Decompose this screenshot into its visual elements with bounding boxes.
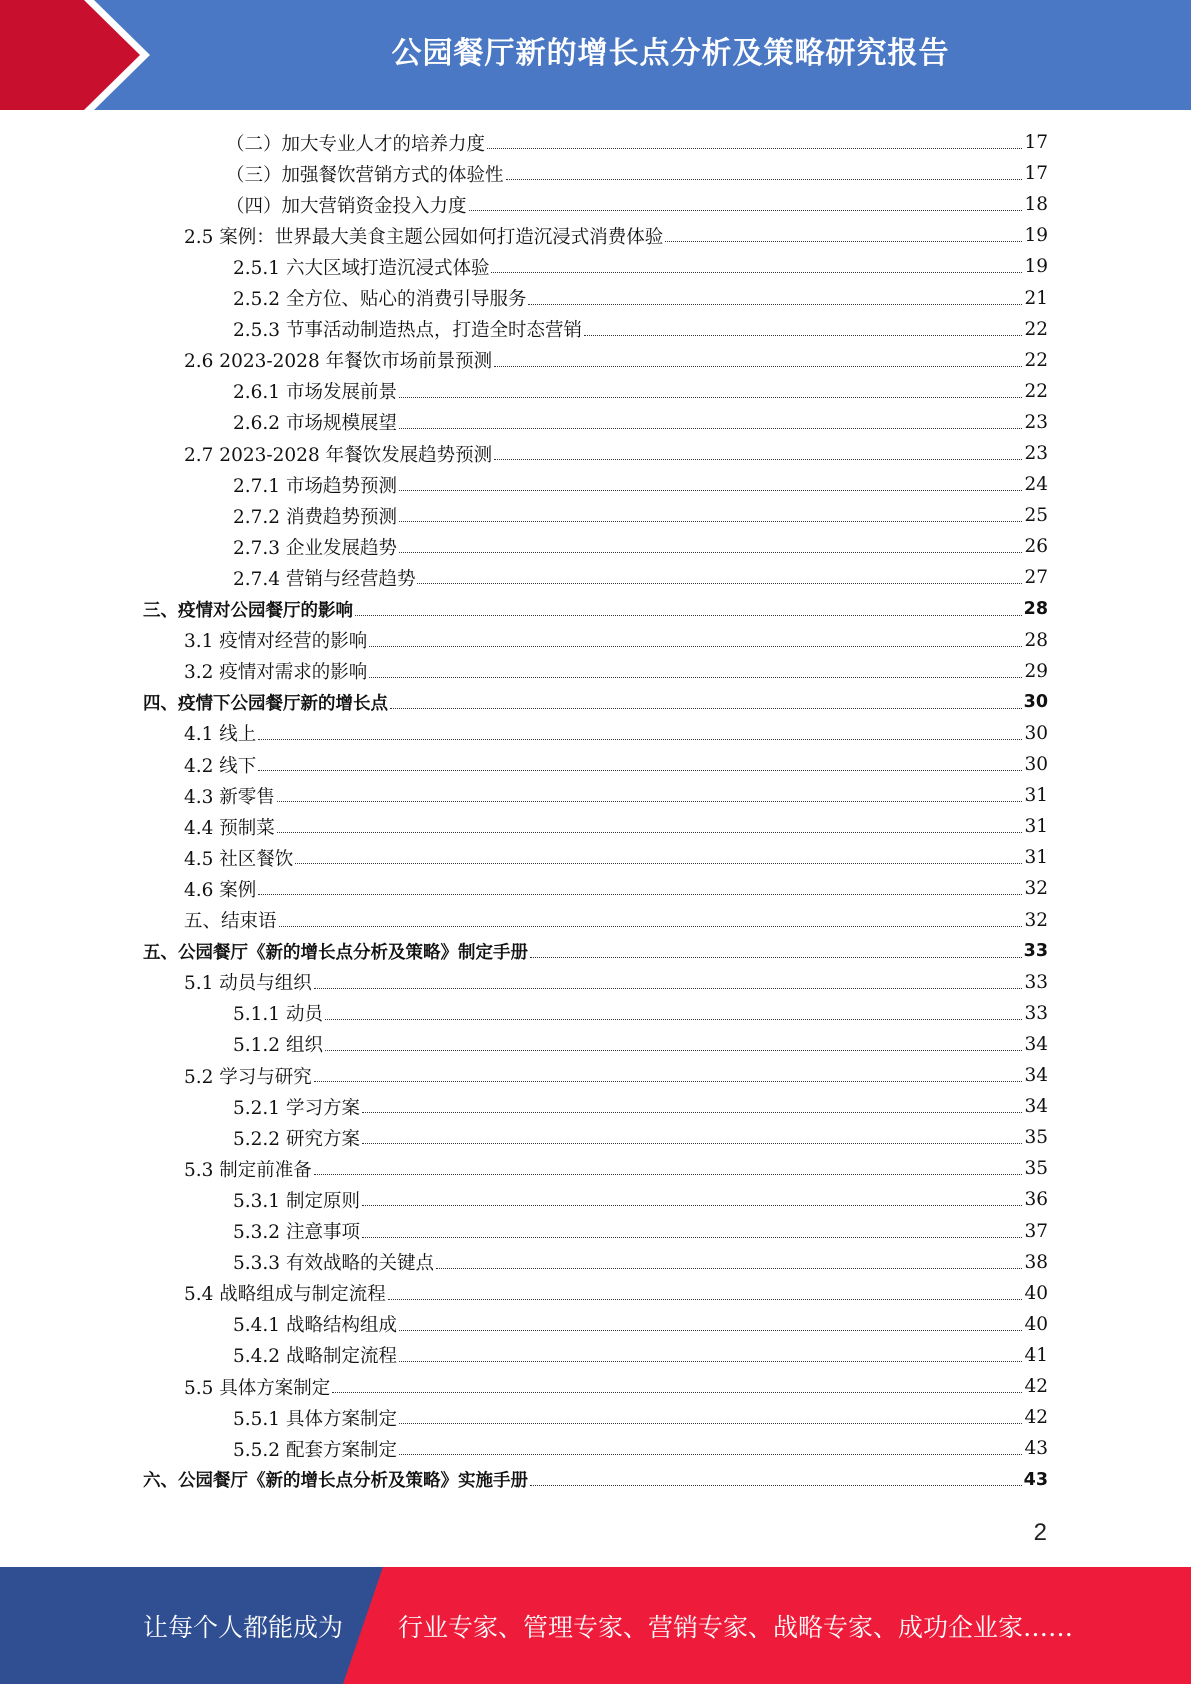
toc-entry-page: 36 bbox=[1024, 1189, 1048, 1211]
toc-entry[interactable] bbox=[233, 562, 1048, 593]
toc-entry-title: 四、疫情下公园餐厅新的增长点 bbox=[143, 693, 388, 714]
toc-entry-page: 37 bbox=[1024, 1220, 1048, 1242]
toc-dot-leader bbox=[399, 1423, 1022, 1424]
toc-entry-page: 43 bbox=[1023, 1469, 1048, 1490]
toc-entry-page: 31 bbox=[1024, 847, 1048, 869]
toc-entry[interactable] bbox=[184, 656, 1048, 687]
toc-entry[interactable] bbox=[184, 1153, 1048, 1184]
toc-entry[interactable] bbox=[233, 251, 1048, 282]
toc-entry-title: 2.5.1 六大区域打造沉浸式体验 bbox=[233, 257, 490, 279]
toc-entry-page: 23 bbox=[1024, 411, 1048, 433]
toc-dot-leader bbox=[362, 1143, 1023, 1144]
toc-entry[interactable] bbox=[184, 1060, 1048, 1091]
toc-entry[interactable] bbox=[184, 905, 1048, 936]
toc-entry[interactable] bbox=[143, 1464, 1048, 1495]
toc-entry[interactable] bbox=[184, 811, 1048, 842]
toc-dot-leader bbox=[530, 1485, 1022, 1486]
toc-entry[interactable] bbox=[233, 283, 1048, 314]
toc-entry[interactable] bbox=[233, 1029, 1048, 1060]
toc-entry[interactable] bbox=[233, 1309, 1048, 1340]
toc-entry-title: 5.3.2 注意事项 bbox=[233, 1222, 360, 1243]
toc-dot-leader bbox=[399, 428, 1022, 429]
toc-entry-title: 三、疫情对公园餐厅的影响 bbox=[143, 600, 353, 621]
toc-entry-title: 2.7 2023-2028 年餐饮发展趋势预测 bbox=[184, 444, 493, 466]
toc-dot-leader bbox=[436, 1268, 1022, 1269]
toc-entry-page: 28 bbox=[1023, 599, 1048, 619]
toc-entry[interactable] bbox=[184, 220, 1048, 251]
toc-entry-title: （二）加大专业人才的培养力度 bbox=[226, 133, 486, 155]
toc-entry-page: 43 bbox=[1024, 1438, 1048, 1460]
toc-entry[interactable] bbox=[184, 1371, 1048, 1402]
toc-entry-page: 26 bbox=[1024, 536, 1048, 558]
toc-dot-leader bbox=[369, 677, 1022, 678]
toc-entry-title: 六、公园餐厅《新的增长点分析及策略》实施手册 bbox=[143, 1471, 528, 1492]
toc-entry-title: 五、结束语 bbox=[184, 911, 277, 932]
toc-entry-title: 5.2.1 学习方案 bbox=[233, 1097, 360, 1119]
footer-slogan-right: 行业专家、管理专家、营销专家、战略专家、成功企业家…… bbox=[398, 1612, 1074, 1642]
toc-entry-title: 五、公园餐厅《新的增长点分析及策略》制定手册 bbox=[143, 942, 528, 963]
toc-dot-leader bbox=[399, 521, 1022, 522]
toc-entry-page: 30 bbox=[1023, 692, 1048, 713]
toc-entry[interactable] bbox=[184, 718, 1048, 749]
toc-dot-leader bbox=[491, 272, 1022, 273]
toc-dot-leader bbox=[399, 490, 1022, 491]
toc-entry-title: 5.5.2 配套方案制定 bbox=[233, 1439, 397, 1461]
toc-dot-leader bbox=[417, 583, 1022, 584]
toc-dot-leader bbox=[325, 1050, 1023, 1051]
toc-dot-leader bbox=[530, 957, 1022, 958]
toc-entry-page: 31 bbox=[1024, 816, 1048, 838]
toc-entry[interactable] bbox=[184, 749, 1048, 780]
toc-entry-page: 42 bbox=[1024, 1376, 1048, 1397]
toc-entry[interactable] bbox=[143, 936, 1048, 967]
toc-entry[interactable] bbox=[233, 1122, 1048, 1153]
toc-entry[interactable] bbox=[184, 780, 1048, 811]
toc-entry[interactable] bbox=[184, 345, 1048, 376]
toc-entry[interactable] bbox=[184, 1278, 1048, 1309]
toc-entry-page: 22 bbox=[1024, 380, 1048, 402]
toc-dot-leader bbox=[355, 615, 1022, 616]
toc-dot-leader bbox=[369, 646, 1022, 647]
toc-dot-leader bbox=[277, 801, 1023, 802]
toc-entry-title: 2.6.1 市场发展前景 bbox=[233, 382, 397, 404]
toc-dot-leader bbox=[279, 926, 1023, 927]
toc-entry[interactable] bbox=[226, 158, 1048, 189]
toc-entry-title: 2.5.3 节事活动制造热点，打造全时态营销 bbox=[233, 320, 582, 342]
toc-entry-page: 32 bbox=[1024, 878, 1048, 900]
toc-entry-title: 5.3 制定前准备 bbox=[184, 1159, 312, 1181]
toc-entry-page: 17 bbox=[1024, 163, 1048, 185]
toc-dot-leader bbox=[388, 1299, 1023, 1300]
toc-entry-title: 5.1.2 组织 bbox=[233, 1035, 323, 1057]
toc-entry[interactable] bbox=[233, 376, 1048, 407]
toc-entry[interactable] bbox=[143, 687, 1048, 718]
toc-entry-title: 2.7.3 企业发展趋势 bbox=[233, 537, 397, 559]
toc-entry[interactable] bbox=[233, 469, 1048, 500]
toc-dot-leader bbox=[528, 304, 1022, 305]
toc-dot-leader bbox=[258, 894, 1022, 895]
toc-entry-title: 2.6.2 市场规模展望 bbox=[233, 413, 397, 435]
toc-dot-leader bbox=[332, 1392, 1022, 1393]
toc-entry-page: 29 bbox=[1024, 660, 1048, 682]
toc-entry-page: 22 bbox=[1024, 349, 1048, 371]
toc-entry[interactable] bbox=[233, 1184, 1048, 1215]
toc-dot-leader bbox=[399, 552, 1022, 553]
toc-entry-page: 35 bbox=[1024, 1158, 1048, 1180]
toc-entry-title: 5.5 具体方案制定 bbox=[184, 1377, 331, 1399]
toc-dot-leader bbox=[258, 770, 1022, 771]
page-number: 2 bbox=[1033, 1519, 1047, 1546]
toc-entry[interactable] bbox=[233, 1091, 1048, 1122]
toc-entry[interactable] bbox=[226, 127, 1048, 158]
toc-dot-leader bbox=[362, 1237, 1023, 1238]
toc-entry-title: 2.6 2023-2028 年餐饮市场前景预测 bbox=[184, 351, 493, 373]
toc-entry[interactable] bbox=[233, 1216, 1048, 1247]
toc-entry[interactable] bbox=[233, 1402, 1048, 1433]
toc-entry-page: 41 bbox=[1024, 1344, 1048, 1366]
toc-dot-leader bbox=[469, 210, 1023, 211]
toc-entry-page: 35 bbox=[1024, 1127, 1048, 1149]
toc-dot-leader bbox=[399, 1361, 1022, 1362]
toc-entry-page: 38 bbox=[1024, 1251, 1048, 1273]
toc-entry[interactable] bbox=[233, 1247, 1048, 1278]
toc-entry[interactable] bbox=[233, 314, 1048, 345]
toc-entry[interactable] bbox=[184, 625, 1048, 656]
toc-entry-title: 5.4 战略组成与制定流程 bbox=[184, 1284, 386, 1306]
toc-entry[interactable] bbox=[233, 1340, 1048, 1371]
toc-entry-title: 5.4.1 战略结构组成 bbox=[233, 1315, 397, 1337]
toc-dot-leader bbox=[390, 708, 1022, 709]
toc-entry[interactable] bbox=[184, 967, 1048, 998]
toc-entry-page: 18 bbox=[1024, 194, 1048, 216]
toc-entry-title: 5.3.3 有效战略的关键点 bbox=[233, 1253, 434, 1275]
toc-dot-leader bbox=[487, 148, 1022, 149]
toc-dot-leader bbox=[295, 863, 1022, 864]
toc-entry-title: 5.4.2 战略制定流程 bbox=[233, 1346, 397, 1368]
toc-entry[interactable] bbox=[233, 407, 1048, 438]
chevron-arrow-icon bbox=[0, 0, 140, 110]
toc-entry-title: 4.6 案例 bbox=[184, 879, 257, 901]
toc-entry-title: 4.5 社区餐饮 bbox=[184, 848, 294, 870]
toc-entry-page: 34 bbox=[1024, 1033, 1048, 1055]
toc-entry-title: 2.7.1 市场趋势预测 bbox=[233, 475, 397, 497]
toc-dot-leader bbox=[325, 1019, 1023, 1020]
toc-entry-page: 34 bbox=[1024, 1096, 1048, 1118]
toc-entry-page: 24 bbox=[1024, 474, 1048, 496]
toc-dot-leader bbox=[314, 988, 1023, 989]
toc-dot-leader bbox=[665, 241, 1022, 242]
toc-entry[interactable] bbox=[184, 438, 1048, 469]
toc-entry-page: 17 bbox=[1024, 132, 1048, 153]
header-band bbox=[0, 0, 1191, 110]
toc-entry-page: 19 bbox=[1024, 256, 1048, 278]
toc-entry-title: 2.5.2 全方位、贴心的消费引导服务 bbox=[233, 289, 527, 310]
toc-entry[interactable] bbox=[184, 842, 1048, 873]
toc-entry-title: 2.7.2 消费趋势预测 bbox=[233, 506, 397, 528]
toc-dot-leader bbox=[494, 459, 1022, 460]
toc-entry-page: 32 bbox=[1024, 909, 1048, 931]
toc-entry-title: 3.1 疫情对经营的影响 bbox=[184, 631, 368, 653]
toc-entry-page: 30 bbox=[1024, 722, 1048, 744]
toc-entry[interactable] bbox=[143, 594, 1048, 625]
toc-entry-title: 3.2 疫情对需求的影响 bbox=[184, 662, 368, 684]
footer-slogan-left: 让每个人都能成为 bbox=[143, 1612, 344, 1642]
toc-dot-leader bbox=[399, 1454, 1022, 1455]
toc-entry-page: 30 bbox=[1024, 754, 1048, 775]
toc-entry-title: 4.4 预制菜 bbox=[184, 817, 275, 839]
toc-entry-title: 5.2.2 研究方案 bbox=[233, 1128, 360, 1150]
toc-entry-page: 33 bbox=[1024, 1002, 1048, 1024]
toc-dot-leader bbox=[584, 335, 1022, 336]
toc-entry[interactable] bbox=[233, 531, 1048, 562]
toc-entry-page: 34 bbox=[1024, 1065, 1048, 1086]
toc-dot-leader bbox=[399, 397, 1022, 398]
toc-entry-page: 22 bbox=[1024, 318, 1048, 340]
toc-dot-leader bbox=[314, 1081, 1023, 1082]
toc-entry-page: 33 bbox=[1024, 971, 1048, 993]
footer-band bbox=[0, 1567, 1191, 1684]
toc-entry-title: 5.1 动员与组织 bbox=[184, 973, 312, 995]
toc-entry-title: 4.3 新零售 bbox=[184, 786, 275, 808]
toc-entry-title: 5.2 学习与研究 bbox=[184, 1066, 312, 1088]
toc-dot-leader bbox=[494, 366, 1022, 367]
toc-entry-title: （四）加大营销资金投入力度 bbox=[226, 195, 467, 217]
toc-entry-title: （三）加强餐饮营销方式的体验性 bbox=[226, 164, 504, 186]
toc-entry-page: 21 bbox=[1024, 287, 1048, 309]
toc-entry-title: 2.5 案例：世界最大美食主题公园如何打造沉浸式消费体验 bbox=[184, 226, 664, 248]
toc-entry-page: 42 bbox=[1024, 1407, 1048, 1429]
toc-entry[interactable] bbox=[226, 189, 1048, 220]
toc-dot-leader bbox=[362, 1205, 1023, 1206]
toc-entry-page: 19 bbox=[1024, 225, 1048, 247]
toc-entry-title: 4.2 线下 bbox=[184, 755, 257, 777]
toc-dot-leader bbox=[258, 739, 1022, 740]
toc-dot-leader bbox=[362, 1112, 1023, 1113]
toc-dot-leader bbox=[277, 832, 1023, 833]
toc-entry-page: 40 bbox=[1024, 1282, 1048, 1304]
toc-entry-page: 23 bbox=[1024, 443, 1048, 464]
toc-entry[interactable] bbox=[233, 1433, 1048, 1464]
toc-entry-page: 27 bbox=[1024, 567, 1048, 589]
toc-entry[interactable] bbox=[233, 998, 1048, 1029]
toc-entry-title: 4.1 线上 bbox=[184, 724, 257, 746]
toc-entry-title: 5.3.1 制定原则 bbox=[233, 1190, 360, 1212]
toc-entry-page: 31 bbox=[1024, 785, 1048, 807]
toc-entry[interactable] bbox=[184, 873, 1048, 904]
toc-entry-title: 5.1.1 动员 bbox=[233, 1004, 323, 1026]
toc-dot-leader bbox=[314, 1174, 1023, 1175]
toc-entry-page: 40 bbox=[1024, 1313, 1048, 1335]
toc-entry-page: 33 bbox=[1023, 941, 1048, 962]
toc-dot-leader bbox=[399, 1330, 1022, 1331]
toc-entry-title: 2.7.4 营销与经营趋势 bbox=[233, 568, 416, 590]
toc-entry[interactable] bbox=[233, 500, 1048, 531]
toc-entry-page: 28 bbox=[1024, 629, 1048, 651]
toc-entry-title: 5.5.1 具体方案制定 bbox=[233, 1408, 397, 1430]
document-title: 公园餐厅新的增长点分析及策略研究报告 bbox=[391, 36, 950, 71]
toc-entry-page: 25 bbox=[1024, 505, 1048, 527]
toc-dot-leader bbox=[506, 179, 1023, 180]
